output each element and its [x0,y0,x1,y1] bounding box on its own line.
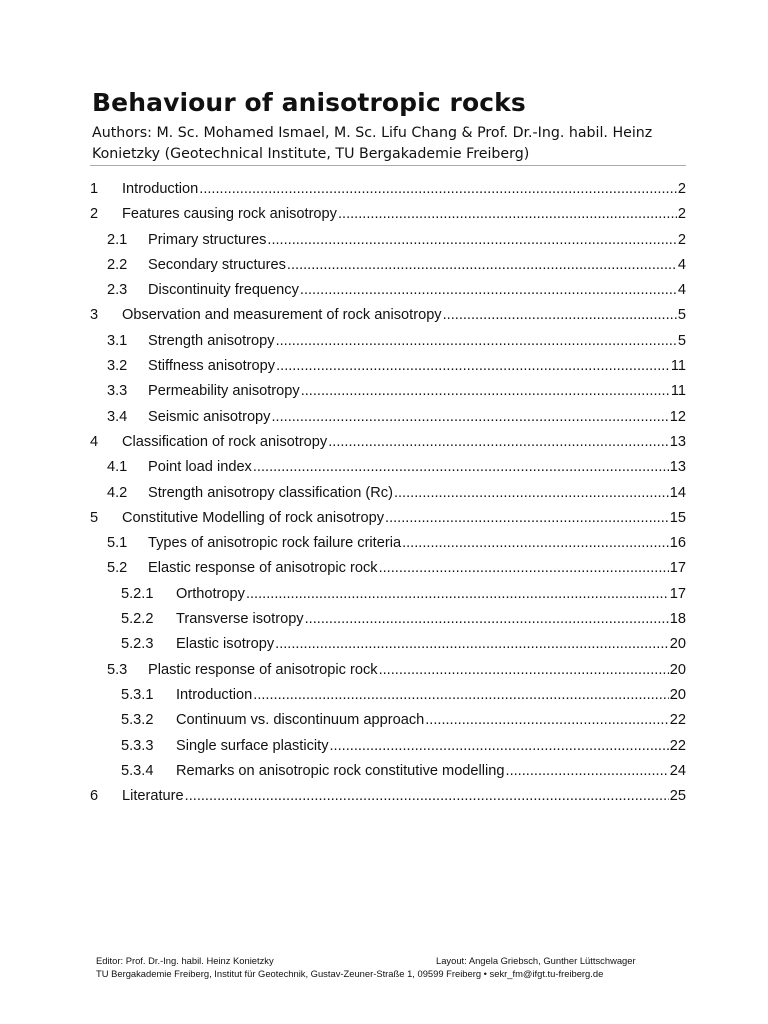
toc-entry[interactable] [90,409,686,434]
toc-entry-page: 22 [669,737,686,754]
toc-dot-leader [338,206,677,222]
toc-entry-title: Introduction [176,686,253,703]
toc-entry-number: 5.3.4 [121,762,154,779]
toc-entry-title: Elastic response of anisotropic rock [148,560,378,577]
toc-entry-page: 11 [670,383,686,400]
toc-entry-page: 16 [669,535,686,552]
toc-entry-page: 15 [669,509,686,526]
toc-dot-leader [425,712,669,728]
toc-dot-leader [379,662,669,678]
document-authors: Authors: M. Sc. Mohamed Ismael, M. Sc. Lifu Chang & Prof. Dr.-Ing. habil. Heinz Konietzky (Geotechnical Institute, TU Bergakademie Freiberg) [92,125,653,162]
toc-dot-leader [199,181,677,197]
toc-entry[interactable] [90,333,686,358]
toc-entry[interactable] [90,636,686,661]
toc-entry-number: 2.2 [107,256,128,273]
toc-dot-leader [301,383,670,399]
toc-dot-leader [300,282,677,298]
toc-dot-leader [271,409,668,425]
toc-entry-number: 3.2 [107,358,128,375]
toc-entry-page: 11 [670,358,686,375]
toc-entry-page: 13 [669,459,686,476]
toc-entry[interactable] [90,611,686,636]
toc-entry-number: 3 [90,307,99,324]
toc-entry-number: 4.1 [107,459,128,476]
footer-address: TU Bergakademie Freiberg, Institut für Geotechnik, Gustav-Zeuner-Straße 1, 09599 Freiberg • sekr_fm@ifgt.tu-freiberg.de [96,968,604,979]
toc-entry[interactable] [90,181,686,206]
toc-entry-title: Secondary structures [148,256,286,273]
toc-entry[interactable] [90,586,686,611]
toc-entry-title: Stiffness anisotropy [148,358,276,375]
toc-entry[interactable] [90,687,686,712]
toc-entry-title: Elastic isotropy [176,636,275,653]
toc-entry-number: 2.1 [107,231,128,248]
toc-entry-title: Primary structures [148,231,267,248]
toc-entry-number: 3.3 [107,383,128,400]
toc-entry-title: Observation and measurement of rock anisotropy [122,307,442,324]
toc-entry[interactable] [90,307,686,332]
toc-entry-number: 5.3.3 [121,737,154,754]
toc-dot-leader [246,586,669,602]
toc-entry-page: 2 [677,181,686,197]
toc-entry-page: 17 [669,585,686,602]
toc-entry[interactable] [90,206,686,231]
toc-entry-title: Orthotropy [176,585,245,602]
toc-dot-leader [402,535,669,551]
toc-entry-number: 5.3 [107,661,128,678]
page-footer [96,954,658,980]
footer-layout: Layout: Angela Griebsch, Gunther Lüttschwager [436,955,636,966]
toc-entry-page: 22 [669,712,686,729]
toc-dot-leader [253,459,669,475]
toc-entry-title: Introduction [122,181,199,197]
toc-entry-page: 13 [669,433,686,450]
toc-entry-page: 24 [669,762,686,779]
toc-entry-number: 6 [90,788,99,805]
toc-dot-leader [394,485,669,501]
toc-dot-leader [328,434,669,450]
toc-dot-leader [305,611,669,627]
toc-entry[interactable] [90,358,686,383]
toc-entry-title: Transverse isotropy [176,611,304,628]
toc-entry-page: 4 [677,256,686,273]
toc-dot-leader [443,307,677,323]
toc-entry[interactable] [90,535,686,560]
toc-dot-leader [330,738,669,754]
toc-entry-title: Permeability anisotropy [148,383,300,400]
toc-entry-title: Strength anisotropy classification (Rc) [148,484,393,501]
toc-entry-number: 3.1 [107,332,128,349]
toc-entry[interactable] [90,763,686,788]
toc-dot-leader [253,687,669,703]
toc-entry-number: 4.2 [107,484,128,501]
toc-entry-number: 2.3 [107,282,128,299]
toc-entry-number: 3.4 [107,408,128,425]
toc-entry-number: 5.2 [107,560,128,577]
toc-dot-leader [287,257,677,273]
toc-entry[interactable] [90,712,686,737]
toc-entry-title: Continuum vs. discontinuum approach [176,712,425,729]
toc-entry-number: 5.3.2 [121,712,154,729]
document-title: Behaviour of anisotropic rocks [92,88,526,117]
toc-entry[interactable] [90,510,686,535]
toc-entry-page: 18 [669,611,686,628]
toc-entry-title: Seismic anisotropy [148,408,271,425]
toc-entry-page: 12 [669,408,686,425]
toc-dot-leader [385,510,669,526]
toc-entry-number: 5.1 [107,535,128,552]
toc-dot-leader [267,232,676,248]
toc-entry-title: Types of anisotropic rock failure criteria [148,535,402,552]
toc-dot-leader [276,358,670,374]
toc-entry[interactable] [90,282,686,307]
toc-entry[interactable] [90,738,686,763]
toc-entry-title: Discontinuity frequency [148,282,299,299]
toc-dot-leader [506,763,669,779]
toc-entry-page: 25 [669,788,686,805]
title-divider [90,165,686,166]
toc-entry-number: 5.2.3 [121,636,154,653]
toc-entry-page: 5 [677,307,686,324]
toc-entry[interactable] [90,788,686,813]
footer-editor: Editor: Prof. Dr.-Ing. habil. Heinz Konietzky [96,955,274,966]
toc-entry-title: Point load index [148,459,252,476]
toc-entry-page: 17 [669,560,686,577]
toc-entry[interactable] [90,383,686,408]
toc-dot-leader [275,636,669,652]
toc-entry-number: 5.3.1 [121,686,154,703]
toc-entry[interactable] [90,232,686,257]
toc-entry-page: 5 [677,332,686,349]
toc-entry-page: 4 [677,282,686,299]
toc-entry-page: 14 [669,484,686,501]
toc-entry-page: 20 [669,686,686,703]
toc-entry[interactable] [90,434,686,459]
toc-entry-page: 20 [669,636,686,653]
toc-entry-title: Literature [122,788,184,805]
toc-entry[interactable] [90,257,686,282]
toc-entry-number: 5 [90,509,99,526]
toc-dot-leader [379,560,669,576]
toc-entry-number: 1 [90,181,99,197]
toc-entry-number: 4 [90,433,99,450]
toc-entry-page: 2 [677,231,686,248]
toc-entry-title: Single surface plasticity [176,737,329,754]
toc-entry[interactable] [90,459,686,484]
toc-entry[interactable] [90,662,686,687]
toc-entry-title: Remarks on anisotropic rock constitutive modelling [176,762,505,779]
toc-entry-title: Plastic response of anisotropic rock [148,661,378,678]
toc-entry[interactable] [90,485,686,510]
toc-entry-page: 2 [677,206,686,223]
table-of-contents [90,181,686,813]
toc-dot-leader [185,788,669,804]
toc-entry-number: 2 [90,206,99,223]
toc-entry-title: Features causing rock anisotropy [122,206,337,223]
toc-entry-number: 5.2.2 [121,611,154,628]
toc-entry-number: 5.2.1 [121,585,154,602]
toc-entry-title: Strength anisotropy [148,332,275,349]
toc-entry[interactable] [90,560,686,585]
toc-entry-title: Constitutive Modelling of rock anisotropy [122,509,385,526]
toc-dot-leader [276,333,677,349]
toc-entry-title: Classification of rock anisotropy [122,433,328,450]
toc-entry-page: 20 [669,661,686,678]
